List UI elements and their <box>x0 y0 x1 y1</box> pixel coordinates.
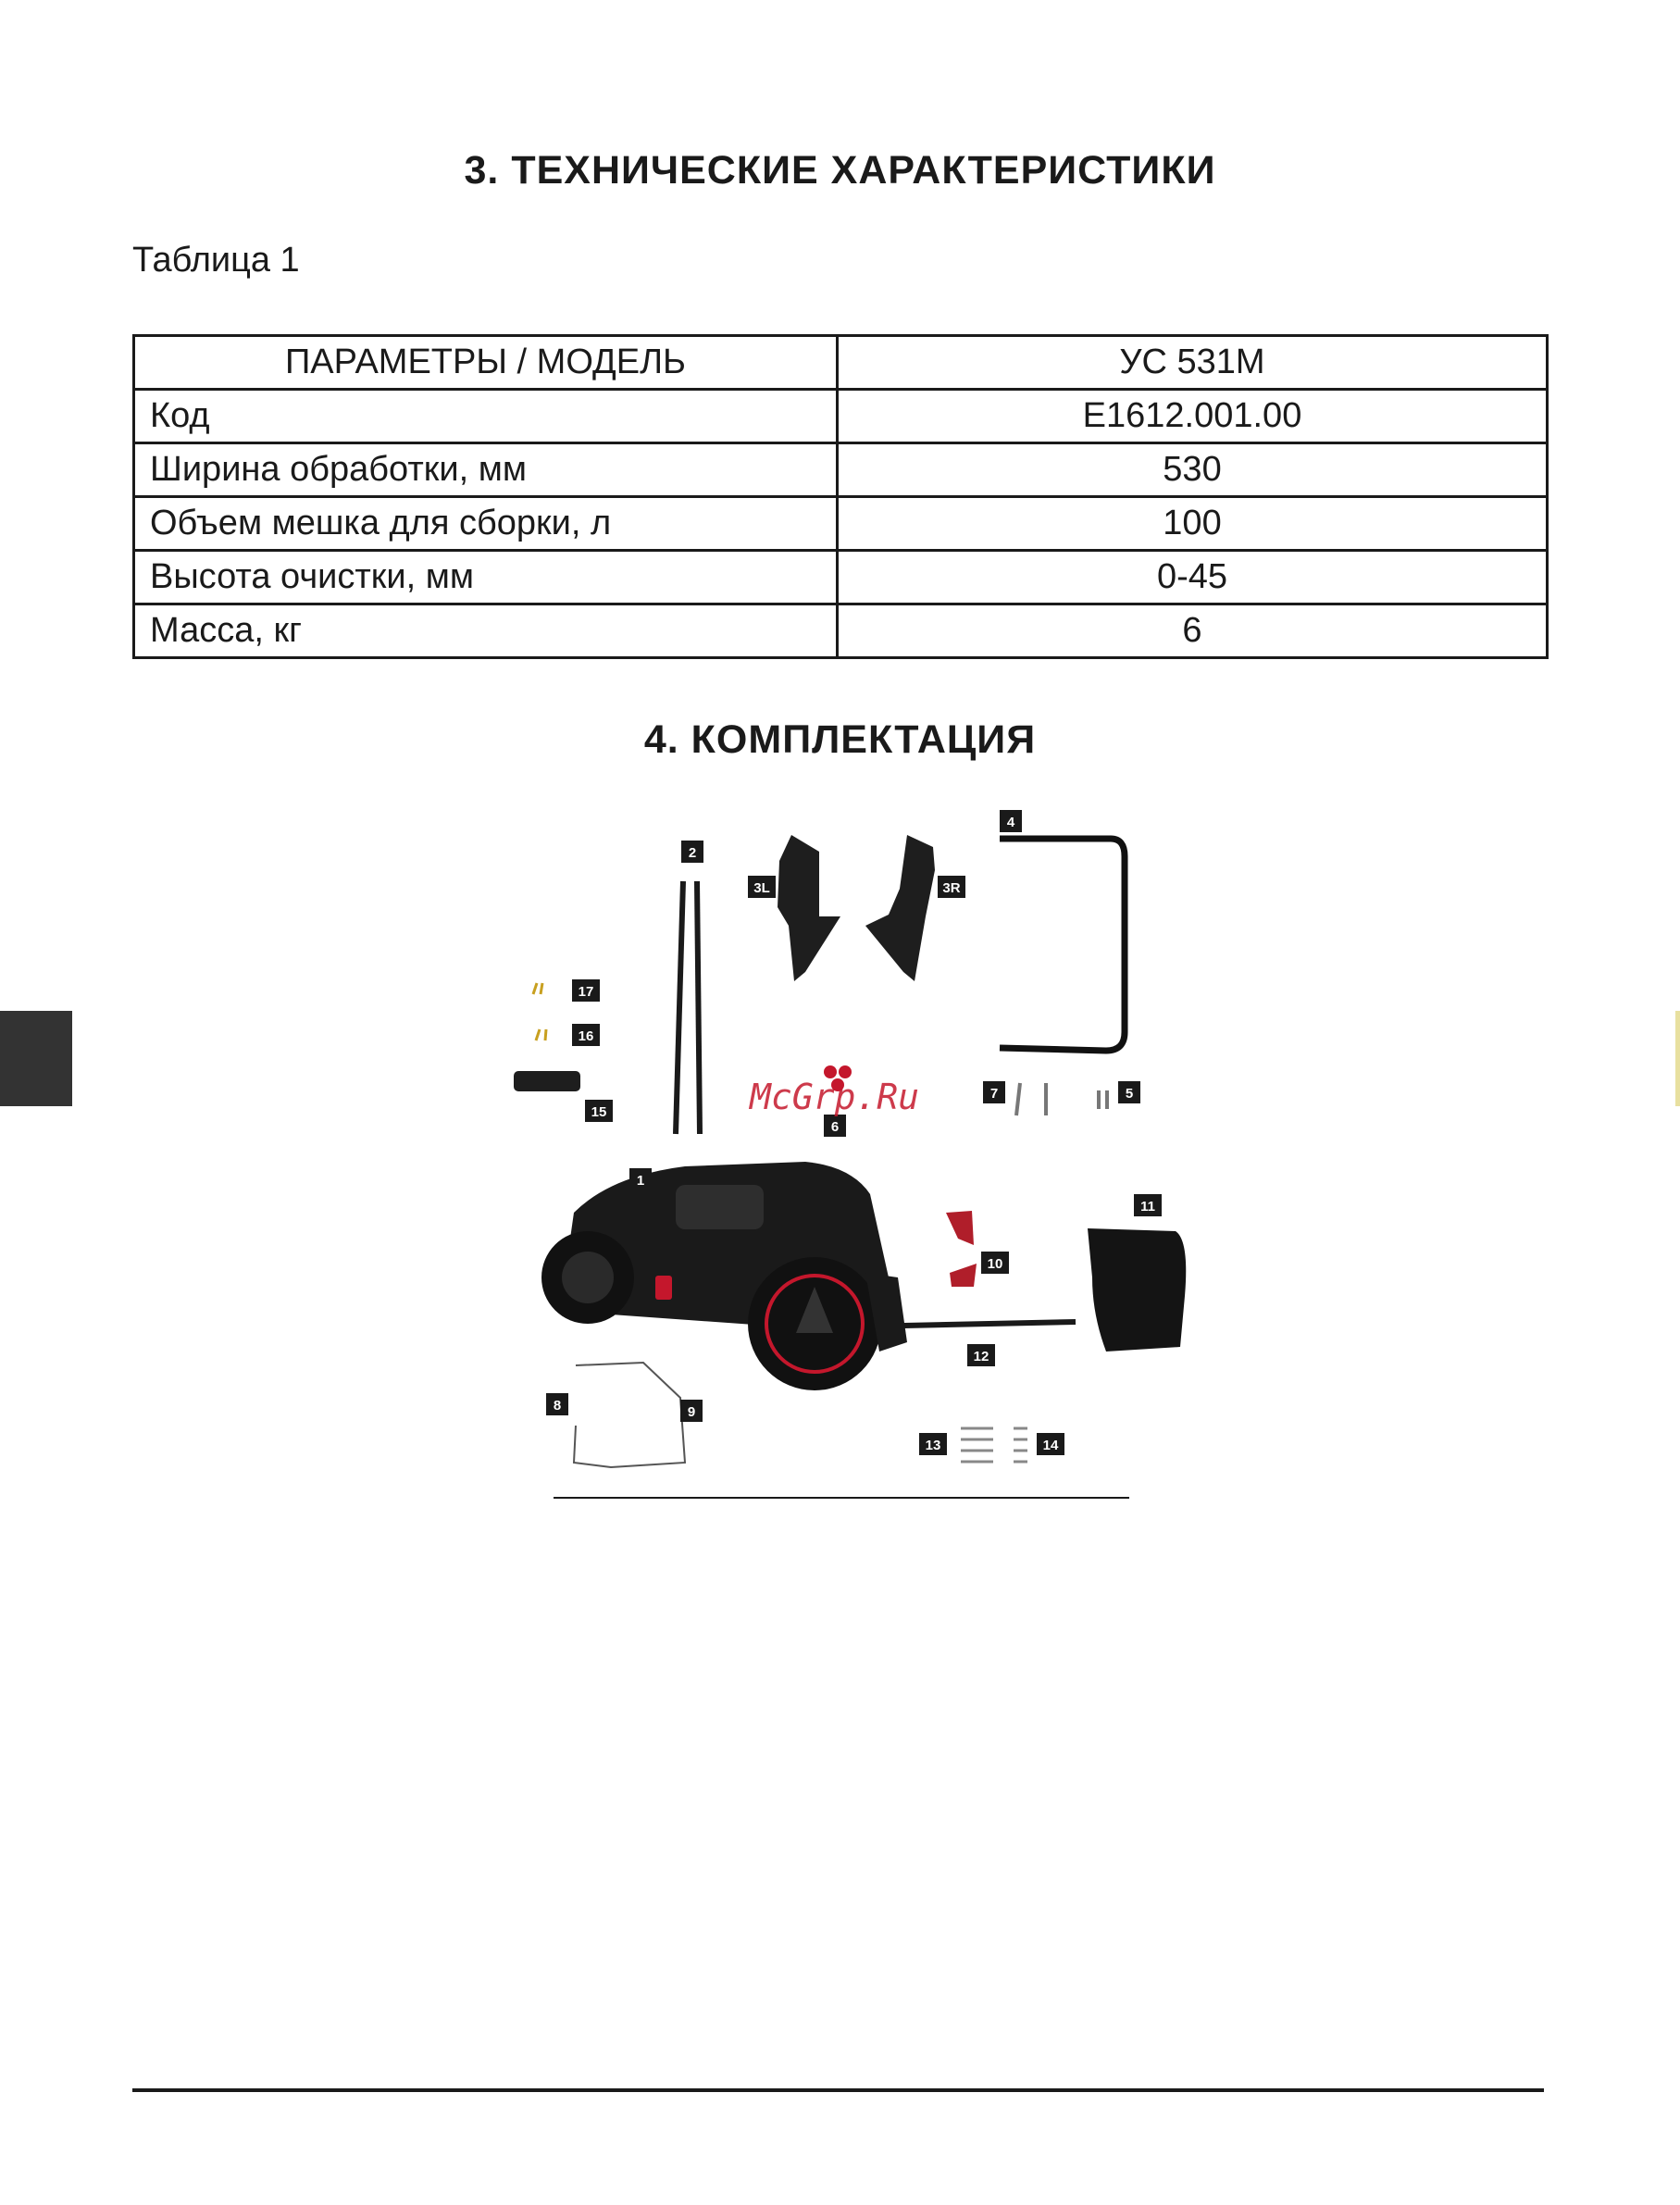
param-value: 100 <box>838 497 1548 551</box>
label-12 <box>967 1344 995 1366</box>
svg-text:4: 4 <box>1006 815 1015 830</box>
svg-text:13: 13 <box>925 1438 941 1453</box>
svg-text:11: 11 <box>1140 1199 1155 1215</box>
svg-text:6: 6 <box>830 1119 840 1135</box>
watermark: McGrp.Ru <box>750 1077 920 1117</box>
table-row <box>134 443 1548 497</box>
part-3l-bracket <box>778 835 840 981</box>
label-14 <box>1037 1433 1064 1455</box>
specs-table <box>132 334 1549 659</box>
part-15-grip <box>514 1071 580 1091</box>
part-13-14-fasteners <box>961 1428 1027 1462</box>
param-label: Высота очистки, мм <box>134 551 838 604</box>
edge-mark <box>1675 1011 1680 1106</box>
svg-text:14: 14 <box>1042 1438 1059 1453</box>
section-3-title: 3. ТЕХНИЧЕСКИЕ ХАРАКТЕРИСТИКИ <box>464 148 1216 193</box>
label-13 <box>919 1433 947 1455</box>
part-7-5-bolts <box>1016 1083 1107 1115</box>
label-8 <box>546 1393 568 1415</box>
part-4-u-handle <box>1000 839 1125 1051</box>
label-9 <box>680 1400 703 1422</box>
svg-text:1: 1 <box>636 1173 645 1189</box>
part-3r-bracket <box>865 835 935 981</box>
parts-illustration <box>500 796 1203 1509</box>
part-1-sweeper <box>541 1162 907 1390</box>
page-bottom-rule <box>132 2088 1544 2092</box>
label-16 <box>572 1024 600 1046</box>
svg-text:16: 16 <box>578 1028 594 1044</box>
label-7 <box>983 1081 1005 1103</box>
param-value: 530 <box>838 443 1548 497</box>
part-16-17-screws <box>533 983 546 1040</box>
param-label: Масса, кг <box>134 604 838 658</box>
header-model: УС 531М <box>838 336 1548 390</box>
table-row <box>134 497 1548 551</box>
side-tab-marker <box>0 1011 72 1106</box>
svg-text:3L: 3L <box>753 880 770 896</box>
table-row <box>134 604 1548 658</box>
label-3l <box>748 876 776 898</box>
param-label: Ширина обработки, мм <box>134 443 838 497</box>
svg-text:12: 12 <box>973 1349 989 1364</box>
label-1 <box>629 1168 652 1190</box>
svg-text:9: 9 <box>687 1404 696 1420</box>
svg-text:15: 15 <box>591 1104 607 1120</box>
label-5 <box>1118 1081 1140 1103</box>
table-row <box>134 551 1548 604</box>
part-8-9-wire-frame <box>574 1363 685 1467</box>
header-parameters: ПАРАМЕТРЫ / МОДЕЛЬ <box>134 336 838 390</box>
label-3r <box>938 876 965 898</box>
label-2 <box>681 841 703 863</box>
part-2-rods <box>676 881 700 1134</box>
label-17 <box>572 979 600 1002</box>
param-label: Объем мешка для сборки, л <box>134 497 838 551</box>
label-4 <box>1000 810 1022 832</box>
table-caption: Таблица 1 <box>132 241 300 280</box>
svg-text:8: 8 <box>553 1398 562 1414</box>
svg-text:2: 2 <box>688 845 697 861</box>
table-header-row <box>134 336 1548 390</box>
svg-text:5: 5 <box>1125 1086 1134 1102</box>
label-10 <box>981 1252 1009 1274</box>
param-label: Код <box>134 390 838 443</box>
svg-text:10: 10 <box>987 1256 1003 1272</box>
part-12-rod <box>904 1322 1076 1326</box>
param-value: 6 <box>838 604 1548 658</box>
param-value: Е1612.001.00 <box>838 390 1548 443</box>
part-10-brackets <box>946 1211 977 1287</box>
param-value: 0-45 <box>838 551 1548 604</box>
section-4-title: 4. КОМПЛЕКТАЦИЯ <box>643 717 1037 762</box>
svg-text:7: 7 <box>989 1086 999 1102</box>
svg-text:17: 17 <box>578 984 594 1000</box>
label-11 <box>1134 1194 1162 1216</box>
label-6 <box>824 1115 846 1137</box>
part-11-bag <box>1088 1228 1186 1352</box>
table-row <box>134 390 1548 443</box>
svg-text:3R: 3R <box>942 880 961 896</box>
label-15 <box>585 1100 613 1122</box>
